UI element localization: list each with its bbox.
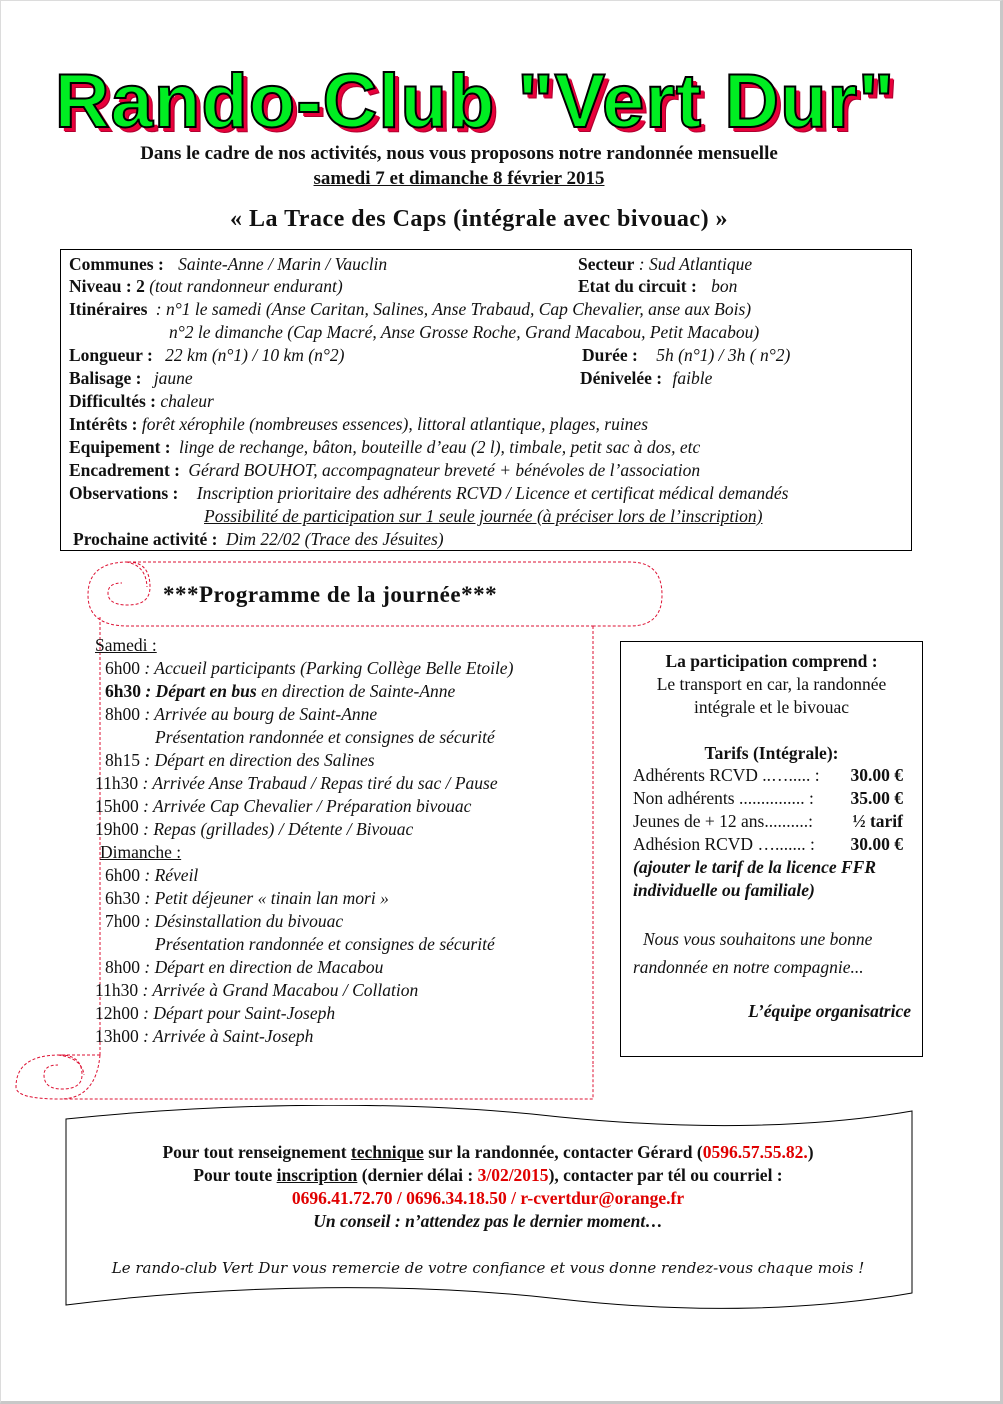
communes-value: Sainte-Anne / Marin / Vauclin: [178, 254, 388, 274]
secteur-value: : Sud Atlantique: [638, 254, 753, 274]
longueur-value: 22 km (n°1) / 10 km (n°2): [165, 345, 345, 365]
denivelee-row: [580, 367, 712, 389]
samedi-item: [95, 795, 471, 817]
observations-label: Observations :: [69, 483, 179, 503]
licence-note: individuelle ou familiale): [633, 880, 815, 900]
item-time: 19h00: [95, 819, 139, 839]
denivelee-label: Dénivelée :: [580, 368, 663, 388]
dimanche-item: Présentation randonnée et consignes de sécurité: [155, 934, 495, 954]
niveau-label: Niveau : 2: [69, 276, 145, 296]
balisage-value: jaune: [153, 368, 193, 388]
signature: L’équipe organisatrice: [748, 1001, 911, 1021]
tarif-row: [633, 787, 913, 809]
niveau-row: [69, 275, 343, 297]
observations-row: [69, 482, 788, 504]
item-text: : Arrivée Anse Trabaud / Repas tiré du sac / Pause: [142, 773, 498, 793]
contact-phones-email[interactable]: 0696.41.72.70 / 0696.34.18.50 / r-cvertdur@orange.fr: [291, 1188, 685, 1208]
samedi-item: [105, 703, 377, 725]
balisage-row: [69, 367, 193, 389]
licence-note: (ajouter le tarif de la licence FFR: [633, 857, 877, 877]
itineraires-row: [69, 298, 751, 320]
tarif-row: [633, 810, 913, 832]
tarifs-title: Tarifs (Intégrale):: [704, 743, 839, 763]
prochaine-value: Dim 22/02 (Trace des Jésuites): [225, 529, 444, 549]
info-box: [60, 249, 912, 551]
item-text: : Petit déjeuner « tinain lan mori »: [144, 888, 389, 908]
tarif-row: [633, 833, 913, 855]
duree-row: [582, 344, 790, 366]
item-time: 6h30: [105, 888, 140, 908]
item-text: : Départ pour Saint-Joseph: [143, 1003, 336, 1023]
participation-line: Le transport en car, la randonnée: [656, 674, 887, 694]
samedi-label: Samedi :: [95, 635, 157, 655]
tarif-row: [633, 764, 913, 786]
item-time: 12h00: [95, 1003, 139, 1023]
advice-line: Un conseil : n’attendez pas le dernier moment…: [313, 1211, 663, 1231]
encadrement-label: Encadrement :: [69, 460, 180, 480]
samedi-item: [105, 680, 455, 702]
contact-text: (dernier délai :: [361, 1165, 474, 1185]
dimanche-item: [95, 1002, 335, 1024]
denivelee-value: faible: [672, 368, 713, 388]
niveau-value: (tout randonneur endurant): [149, 276, 343, 296]
item-time: 11h30: [95, 773, 139, 793]
difficultes-label: Difficultés :: [69, 391, 156, 411]
observations-line1: Inscription prioritaire des adhérents RCVD / Licence et certificat médical demandés: [196, 483, 789, 503]
item-time: 6h00: [105, 865, 140, 885]
secteur-row: [578, 253, 752, 275]
contact-technique: technique: [350, 1142, 424, 1162]
participation-title: La participation comprend :: [665, 651, 878, 671]
item-time: 15h00: [95, 796, 139, 816]
item-time: 7h00: [105, 911, 140, 931]
contact-text: ): [807, 1142, 814, 1162]
duree-value: 5h (n°1) / 3h ( n°2): [656, 345, 791, 365]
deadline-date: 3/02/2015: [477, 1165, 549, 1185]
item-text: : Désinstallation du bivouac: [144, 911, 344, 931]
item-time: 8h00: [105, 957, 140, 977]
longueur-row: [69, 344, 344, 366]
contact-text: Pour tout renseignement: [162, 1142, 347, 1162]
item-text: : Repas (grillades) / Détente / Bivouac: [143, 819, 414, 839]
contact-inscription: inscription: [276, 1165, 358, 1185]
duree-label: Durée :: [582, 345, 638, 365]
tarif-amount: 30.00 €: [850, 834, 903, 854]
dimanche-item: [95, 979, 418, 1001]
difficultes-value: chaleur: [160, 391, 214, 411]
dimanche-item: [105, 956, 383, 978]
participation-line: intégrale et le bivouac: [694, 697, 849, 717]
item-text: : Départ en bus: [145, 681, 257, 701]
samedi-item: [105, 657, 513, 679]
item-text: : Départ en direction de Macabou: [144, 957, 384, 977]
item-text: : Arrivée à Saint-Joseph: [143, 1026, 314, 1046]
dimanche-item: [105, 864, 198, 886]
secteur-label: Secteur: [578, 254, 635, 274]
contact-line-inscription: [60, 1164, 916, 1186]
itineraires-label: Itinéraires: [69, 299, 148, 319]
event-dates: [0, 168, 918, 190]
etat-value: bon: [711, 276, 738, 296]
item-text-rest: en direction de Sainte-Anne: [256, 681, 456, 701]
item-time: 6h00: [105, 658, 140, 678]
contact-phone-gerard[interactable]: 0596.57.55.82.: [702, 1142, 808, 1162]
tarif-amount: 30.00 €: [850, 765, 903, 785]
interets-value: forêt xérophile (nombreuses essences), littoral atlantique, plages, ruines: [141, 414, 649, 434]
contact-text: ), contacter par tél ou courriel :: [548, 1165, 783, 1185]
tarif-label: Adhésion RCVD …....... :: [633, 834, 815, 854]
samedi-item: [95, 772, 498, 794]
equipement-row: [69, 436, 700, 458]
item-text: : Arrivée à Grand Macabou / Collation: [142, 980, 419, 1000]
item-time: 6h30: [105, 681, 141, 701]
tarif-amount: ½ tarif: [852, 811, 903, 831]
prochaine-label: Prochaine activité :: [73, 529, 218, 549]
tarif-amount: 35.00 €: [850, 788, 903, 808]
prochaine-row: [73, 528, 444, 550]
dimanche-item: [105, 887, 389, 909]
difficultes-row: [69, 390, 214, 412]
equipement-label: Equipement :: [69, 437, 171, 457]
itineraires-line1: : n°1 le samedi (Anse Caritan, Salines, Anse Trabaud, Cap Chevalier, anse aux Bois): [155, 299, 752, 319]
encadrement-row: [69, 459, 700, 481]
contact-text: sur la randonnée, contacter Gérard (: [428, 1142, 703, 1162]
balisage-label: Balisage :: [69, 368, 142, 388]
observations-line2: Possibilité de participation sur 1 seule journée (à préciser lors de l’inscription): [204, 506, 763, 526]
wish-line: randonnée en notre compagnie...: [633, 957, 864, 977]
tarif-label: Non adhérents ............... :: [633, 788, 814, 808]
longueur-label: Longueur :: [69, 345, 153, 365]
item-text: : Départ en direction des Salines: [144, 750, 375, 770]
wish-line: Nous vous souhaitons une bonne: [643, 929, 873, 949]
trace-title: « La Trace des Caps (intégrale avec bivouac) »: [230, 206, 729, 232]
item-text: : Arrivée Cap Chevalier / Préparation bivouac: [143, 796, 472, 816]
etat-label: Etat du circuit :: [578, 276, 697, 296]
interets-row: [69, 413, 648, 435]
etat-row: [578, 275, 737, 297]
tarif-box: [620, 641, 923, 1057]
communes-row: [69, 253, 387, 275]
event-dates-text: samedi 7 et dimanche 8 février 2015: [313, 168, 605, 189]
dimanche-item: [95, 1025, 313, 1047]
dimanche-label: Dimanche :: [100, 842, 182, 862]
tarif-label: Adhérents RCVD ..…..... :: [633, 765, 820, 785]
item-time: 8h15: [105, 750, 140, 770]
item-time: 13h00: [95, 1026, 139, 1046]
item-time: 8h00: [105, 704, 140, 724]
contact-text: Pour toute: [193, 1165, 273, 1185]
intro-line: Dans le cadre de nos activités, nous vous proposons notre randonnée mensuelle: [140, 143, 778, 164]
samedi-item: [105, 749, 375, 771]
item-text: : Réveil: [144, 865, 199, 885]
itineraires-line2: n°2 le dimanche (Cap Macré, Anse Grosse Roche, Grand Macabou, Petit Macabou): [169, 322, 760, 342]
samedi-item: [95, 818, 413, 840]
dimanche-item: [105, 910, 343, 932]
thanks-line: Le rando-club Vert Dur vous remercie de votre confiance et vous donne rendez-vous chaque mois !: [111, 1259, 865, 1277]
interets-label: Intérêts :: [69, 414, 138, 434]
item-text: : Accueil participants (Parking Collège Belle Etoile): [144, 658, 514, 678]
item-text: : Arrivée au bourg de Saint-Anne: [144, 704, 378, 724]
contact-line-technique: [60, 1141, 916, 1163]
item-time: 11h30: [95, 980, 139, 1000]
samedi-item: Présentation randonnée et consignes de sécurité: [155, 727, 495, 747]
encadrement-value: Gérard BOUHOT, accompagnateur breveté + bénévoles de l’association: [188, 460, 701, 480]
programme-title: ***Programme de la journée***: [163, 582, 498, 607]
communes-label: Communes :: [69, 254, 164, 274]
equipement-value: linge de rechange, bâton, bouteille d’eau (2 l), timbale, petit sac à dos, etc: [178, 437, 701, 457]
tarif-label: Jeunes de + 12 ans..........:: [633, 811, 813, 831]
club-title: Rando-Club "Vert Dur": [54, 59, 896, 144]
